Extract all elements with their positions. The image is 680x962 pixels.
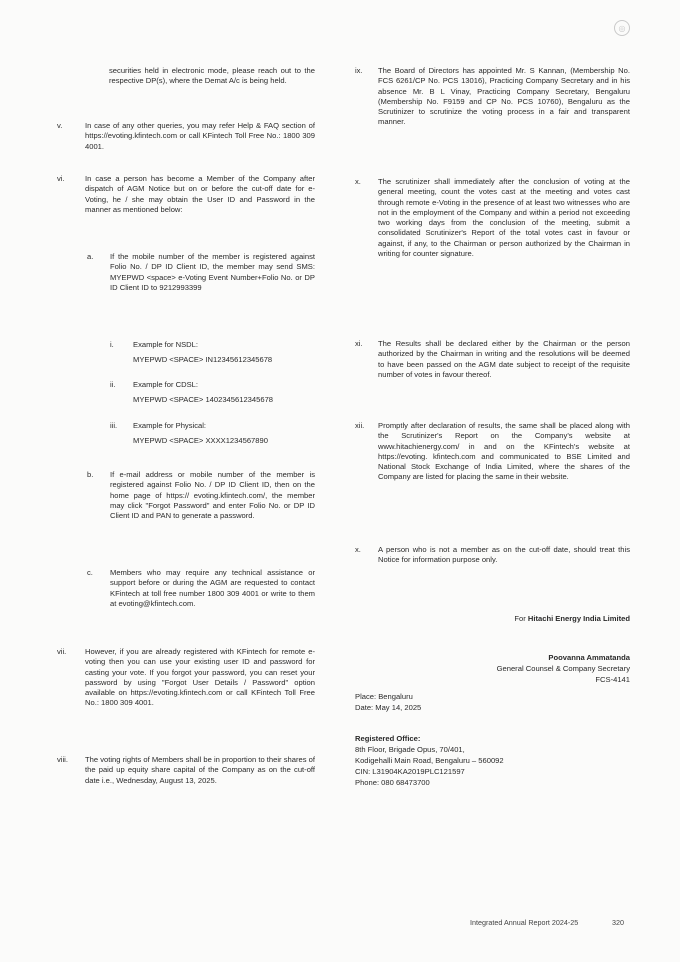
list-marker: ix. xyxy=(355,66,363,75)
sub-item-b xyxy=(87,470,315,521)
list-text: In case a person has become a Member of the Company after dispatch of AGM Notice but on or before the cut-off date for e-Voting, he / she may obtain the User ID and Password in the manner as mentioned below: xyxy=(85,174,315,214)
list-marker: vii. xyxy=(57,647,67,656)
signatory-name: Poovanna Ammatanda xyxy=(548,653,630,662)
example-value: MYEPWD <SPACE> IN12345612345678 xyxy=(133,355,273,365)
list-marker: x. xyxy=(355,545,361,554)
example-value: MYEPWD <SPACE> 1402345612345678 xyxy=(133,395,274,405)
example-label: Example for NSDL: xyxy=(133,340,198,349)
list-item-ix xyxy=(355,66,630,128)
list-item-x xyxy=(355,177,630,259)
registered-office-address-line2: Kodigehalli Main Road, Bengaluru – 560092 xyxy=(355,756,504,765)
list-marker: v. xyxy=(57,121,63,130)
list-marker: ii. xyxy=(110,380,116,389)
example-cdsl xyxy=(110,380,315,406)
corner-logo-icon: ◎ xyxy=(614,20,630,36)
list-marker: iii. xyxy=(110,421,118,430)
list-text: The Board of Directors has appointed Mr. S Kannan, (Membership No. FCS 6261/CP No. PCS 13016), Practicing Company Secretary and in his absence Mr. B L Vinay, Practicing Company Secretary, Bengaluru (Membership No. F9159 and CP No. PCS 10760), Bengaluru as the Scrutinizer to scrutinize the voting process in a fair and transparent manner. xyxy=(378,66,630,127)
sub-item-a xyxy=(87,252,315,293)
place-line: Place: Bengaluru xyxy=(355,692,413,701)
list-item-viii xyxy=(57,755,315,786)
example-physical xyxy=(110,421,315,447)
list-item-vii xyxy=(57,647,315,709)
list-marker: b. xyxy=(87,470,94,479)
list-text: However, if you are already registered with KFintech for remote e-voting then you can use your existing user ID and password for casting your vote. If you forgot your password, you can reset your password by using "Forgot User Details / Password" option available on https://evoting.kfintech.com or call KFintech Toll Free No.: 1800 309 4001. xyxy=(85,647,315,708)
registered-office-heading: Registered Office: xyxy=(355,734,421,743)
date-line: Date: May 14, 2025 xyxy=(355,703,422,712)
list-text: If the mobile number of the member is registered against Folio No. / DP ID Client ID, the member may send SMS: MYEPWD <space> e-Voting Event Number+Folio No. or DP ID Client ID to 9212993399 xyxy=(110,252,315,292)
list-item-xi xyxy=(355,339,630,380)
list-marker: viii. xyxy=(57,755,68,764)
example-label: Example for CDSL: xyxy=(133,380,198,389)
list-marker: xi. xyxy=(355,339,363,348)
list-text: The Results shall be declared either by the Chairman or the person authorized by the Chairman in writing and the resolutions will be deemed to have been passed on the AGM date subject to receipt of the requisite number of votes in favour thereof. xyxy=(378,339,630,379)
list-marker: vi. xyxy=(57,174,65,183)
phone-line: Phone: 080 68473700 xyxy=(355,778,430,787)
signatory-title: General Counsel & Company Secretary xyxy=(496,664,630,673)
list-text: In case of any other queries, you may refer Help & FAQ section of https://evoting.kfintech.com or call KFintech Toll Free No.: 1800 309 4001. xyxy=(85,121,315,151)
example-value: MYEPWD <SPACE> XXXX1234567890 xyxy=(133,436,268,446)
company-name: Hitachi Energy India Limited xyxy=(527,614,630,623)
list-text: The scrutinizer shall immediately after the conclusion of voting at the general meeting, count the votes cast at the meeting and votes cast through remote e-Voting in the presence of at least two witnesses who are not in the employment of the Company and within a period not exceeding two working days from the conclusion of the meeting, submit a consolidated Scrutinizer's Report of the total votes cast in favour or against, if any, to the Chairman or person authorized by the Chairman in writing for counter signature. xyxy=(378,177,630,259)
list-marker: x. xyxy=(355,177,361,186)
list-text: Members who may require any technical assistance or support before or during the AGM are requested to contact KFintech at toll free number 1800 309 4001 or write to them at evoting@kfintech.com. xyxy=(110,568,315,608)
signatory-fcs: FCS-4141 xyxy=(595,675,630,684)
list-marker: i. xyxy=(110,340,114,349)
continued-paragraph: securities held in electronic mode, please reach out to the respective DP(s), where the Demat A/c is being held. xyxy=(109,66,315,86)
list-item-xii xyxy=(355,421,630,483)
for-prefix: For xyxy=(514,614,528,623)
registered-office-address-line1: 8th Floor, Brigade Opus, 70/401, xyxy=(355,745,465,754)
list-text: Promptly after declaration of results, the same shall be placed along with the Scrutinizer's Report on the Company's website at www.hitachienergy.com/ in and on the KFintech's website at https://evoting. kfintech.com and communicated to BSE Limited and National Stock Exchange of India Limited, where the shares of the Company are listed for placing the same in their website. xyxy=(378,421,630,482)
list-item-v xyxy=(57,121,315,152)
for-company-line xyxy=(355,614,630,624)
list-marker: xii. xyxy=(355,421,365,430)
cin-line: CIN: L31904KA2019PLC121597 xyxy=(355,767,465,776)
list-text: A person who is not a member as on the cut-off date, should treat this Notice for information purpose only. xyxy=(378,545,630,565)
sub-item-c xyxy=(87,568,315,609)
list-marker: a. xyxy=(87,252,94,261)
list-text: If e-mail address or mobile number of the member is registered against Folio No. / DP ID Client ID, then on the home page of https:// evoting.kfintech.com/, the member may click "Forgot Password" and enter Folio No. or DP ID Client ID and PAN to generate a password. xyxy=(110,470,315,521)
list-item-xiii xyxy=(355,545,630,566)
example-nsdl xyxy=(110,340,315,366)
example-label: Example for Physical: xyxy=(133,421,207,430)
list-text: The voting rights of Members shall be in proportion to their shares of the paid up equity share capital of the Company as on the cut-off date i.e., Wednesday, August 13, 2025. xyxy=(85,755,315,785)
list-item-vi xyxy=(57,174,315,215)
list-marker: c. xyxy=(87,568,93,577)
footer-report-title: Integrated Annual Report 2024-25 xyxy=(470,918,579,927)
footer-page-number: 320 xyxy=(612,918,624,927)
